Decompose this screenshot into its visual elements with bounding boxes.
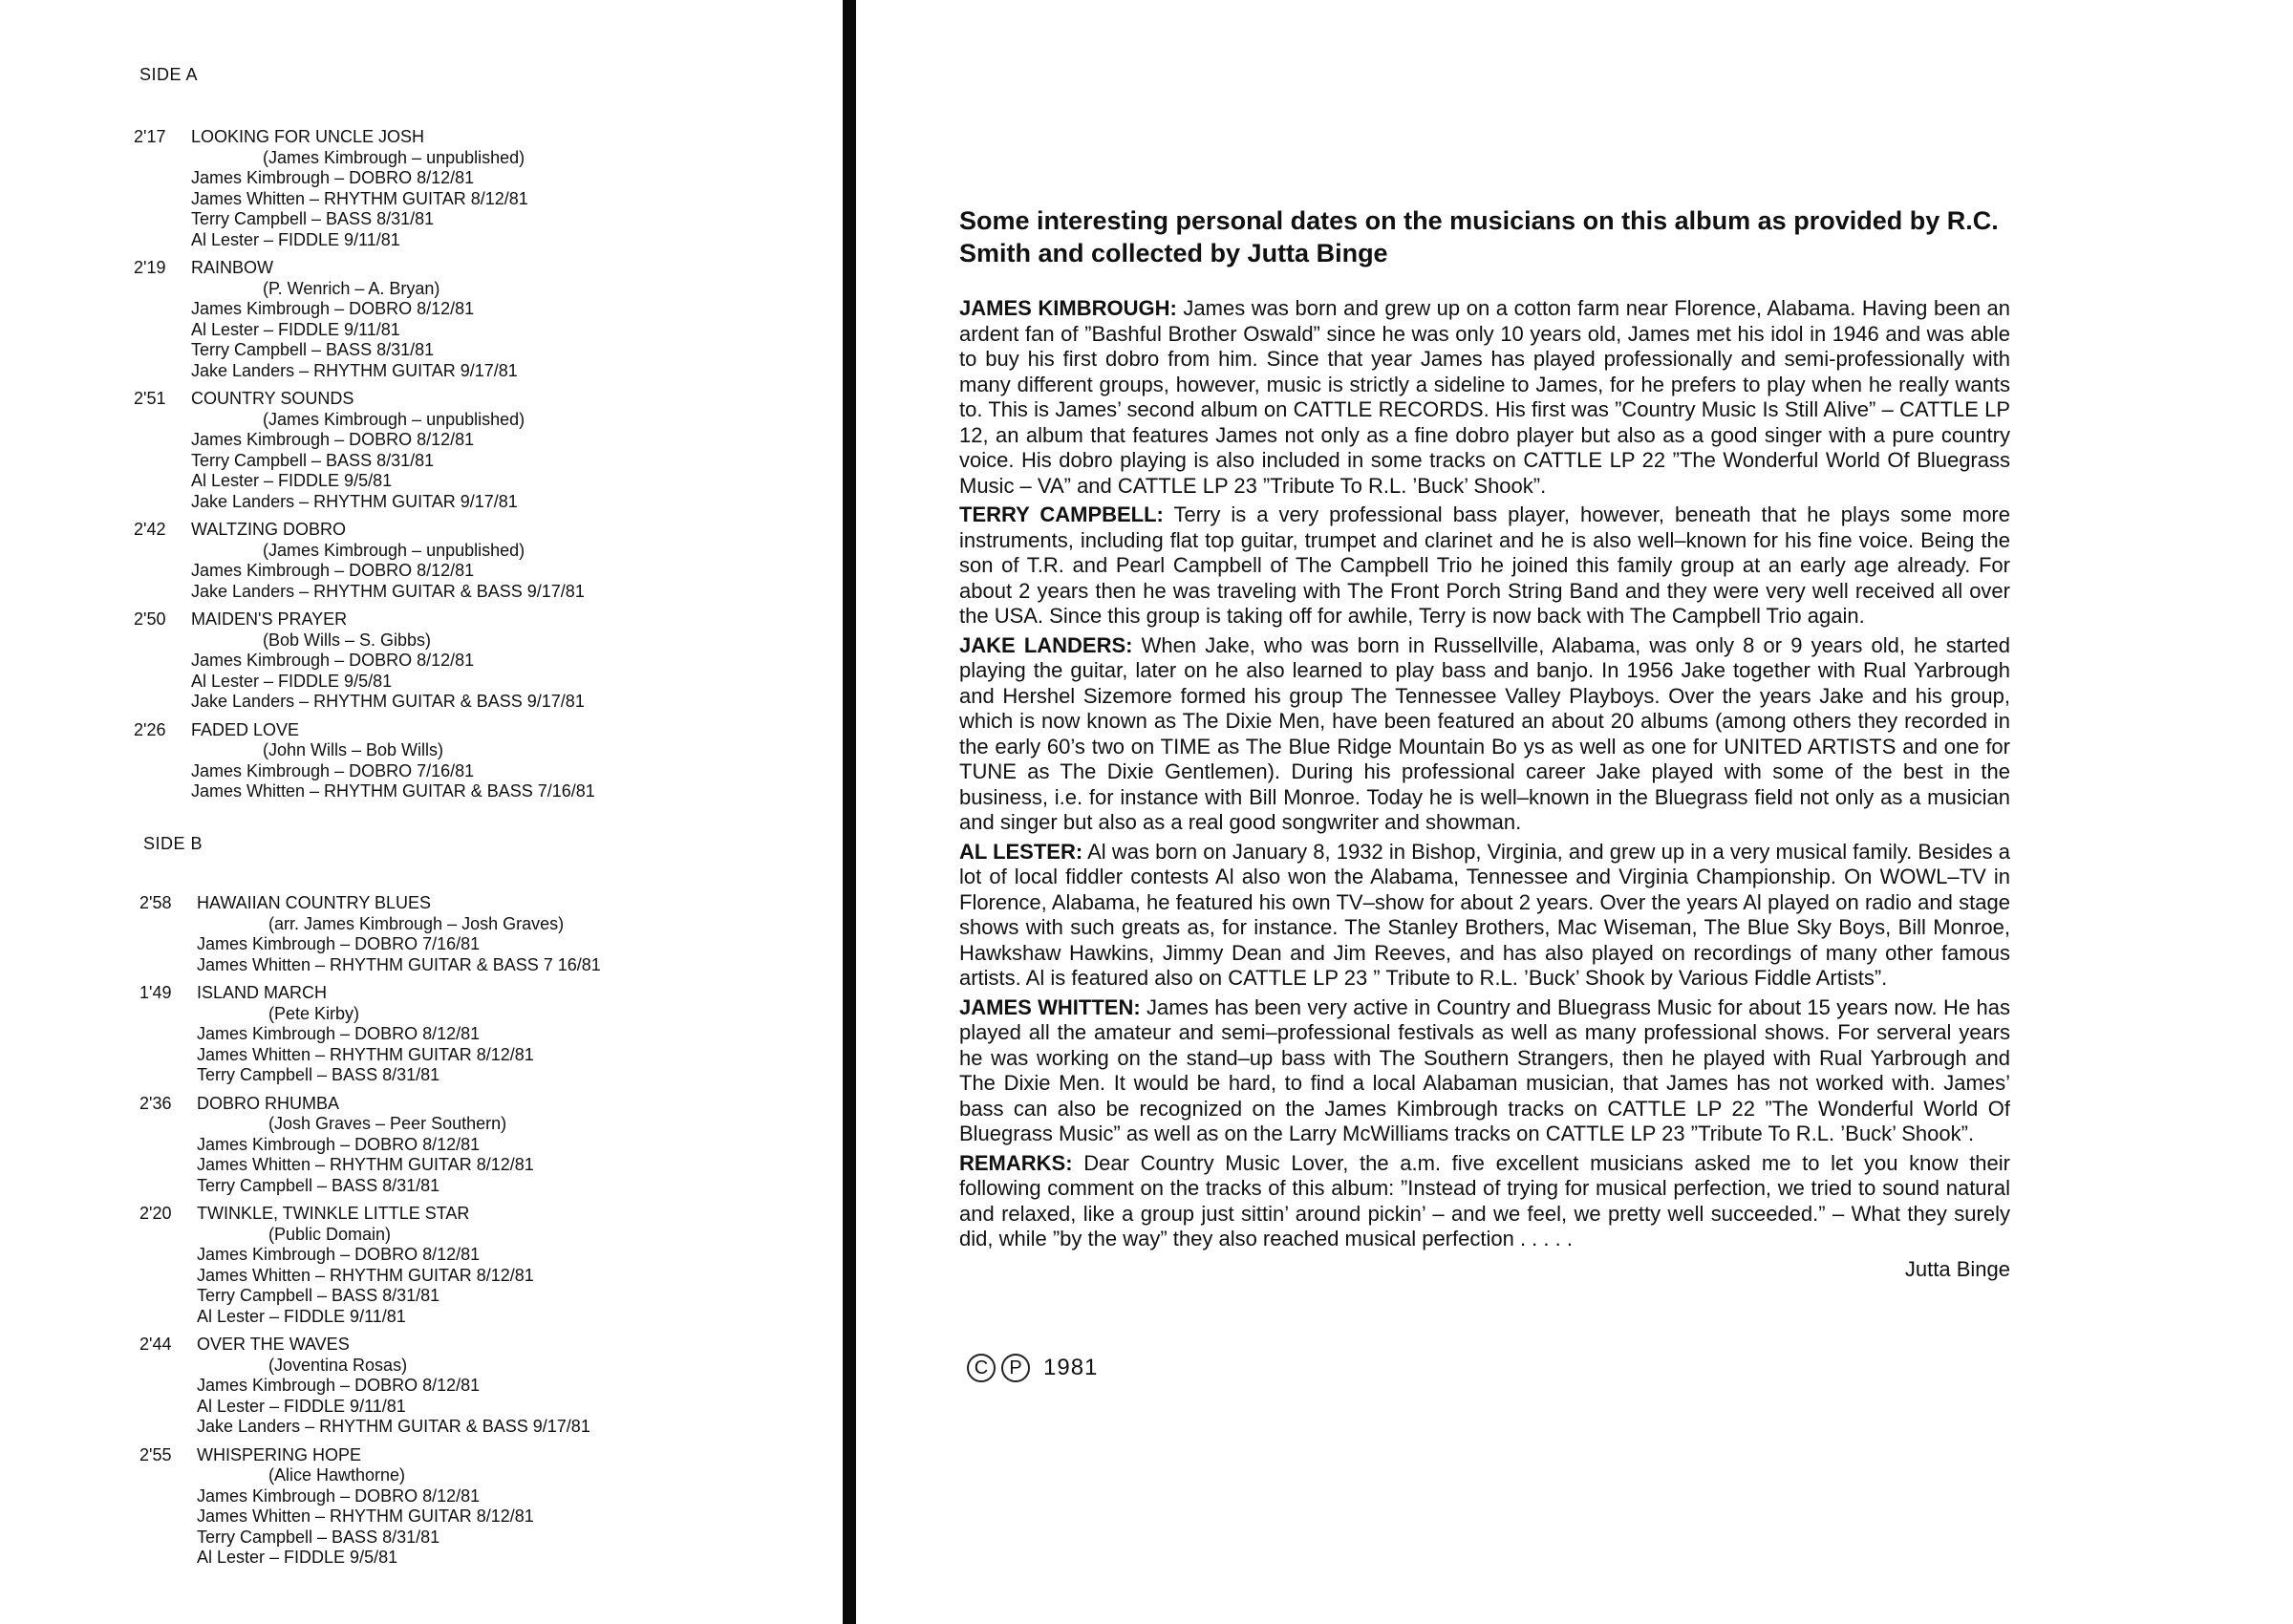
track-title: WHISPERING HOPE <box>197 1444 362 1464</box>
side-a-heading: SIDE A <box>139 65 199 84</box>
musician-line: James Kimbrough – DOBRO 7/16/81 <box>197 934 481 953</box>
track-details <box>197 1335 808 1438</box>
musician-line: Jake Landers – RHYTHM GUITAR & BASS 9/17/81 <box>191 692 585 711</box>
copyright-year: 1981 <box>1043 1355 1099 1380</box>
track-item <box>134 127 803 250</box>
musician-line: Terry Campbell – BASS 8/31/81 <box>197 1175 440 1195</box>
right-page <box>856 0 2293 1624</box>
musician-line: Al Lester – FIDDLE 9/11/81 <box>191 319 400 339</box>
track-duration: 2'58 <box>139 893 172 912</box>
musician-line: Terry Campbell – BASS 8/31/81 <box>191 340 435 359</box>
copyright-notice <box>967 1354 1098 1382</box>
musician-line: James Whitten – RHYTHM GUITAR 8/12/81 <box>197 1265 534 1285</box>
track-duration: 2'42 <box>134 520 166 539</box>
phonogram-icon: P <box>1001 1354 1030 1382</box>
bio-paragraph <box>959 502 2010 630</box>
bio-name: JAKE LANDERS: <box>959 632 1133 657</box>
musician-line: James Kimbrough – DOBRO 8/12/81 <box>191 561 475 580</box>
track-item <box>134 609 803 713</box>
track-title: HAWAIIAN COUNTRY BLUES <box>197 893 432 912</box>
track-item <box>139 1094 808 1197</box>
musician-line: Al Lester – FIDDLE 9/11/81 <box>197 1306 406 1326</box>
bio-text: James has been very active in Country and Bluegrass Music for about 15 years now. He has played all the amateur and semi–professional festivals as well as many professional shows. For serveral years he was working on the stand–up bass with The Southern Strangers, then he played with Rual Yarbrough and The Dixie Men. It would be hard, to find a local Alabaman musician, that James has not worked with. James’ bass can also be recognized on the James Kimbrough tracks on CATTLE LP 22 ”The Wonderful World Of Bluegrass Music” as well as on the Larry McWilliams tracks on CATTLE LP 23 ”Tribute To R.L. ’Buck’ Shook”. <box>959 994 2010 1145</box>
track-details <box>191 609 803 713</box>
left-page <box>0 0 841 1624</box>
bio-text: When Jake, who was born in Russellville, Alabama, was only 8 or 9 years old, he started playing the guitar, later on he also learned to play bass and banjo. In 1956 Jake together with Rual Yarbrough and Hershel Sizemore formed his group The Tennessee Valley Playboys. Over the years Jake and his group, which is now known as The Dixie Men, have been featured an about 20 albums (among others they recorded in the early 60’s two on TIME as The Blue Ridge Mountain Bo ys as well as one for UNITED ARTISTS and one for TUNE as The Dixie Gentlemen). During his professional career Jake played with some of the best in the business, i.e. for instance with Bill Monroe. Today he is well–known in the Bluegrass field not only as a musician and singer but also as a real good songwriter and showman. <box>959 632 2010 834</box>
track-item <box>139 893 808 975</box>
track-composer-credit: (James Kimbrough – unpublished) <box>263 409 525 429</box>
track-title: OVER THE WAVES <box>197 1335 350 1354</box>
track-item <box>134 389 803 512</box>
track-composer-credit: (James Kimbrough – unpublished) <box>263 540 525 560</box>
track-item <box>134 720 803 802</box>
bio-paragraph <box>959 633 2010 836</box>
musician-line: James Kimbrough – DOBRO 8/12/81 <box>197 1024 481 1043</box>
musician-line: Jake Landers – RHYTHM GUITAR & BASS 9/17/81 <box>191 581 585 601</box>
track-title: DOBRO RHUMBA <box>197 1093 340 1113</box>
track-item <box>139 1335 808 1438</box>
bio-paragraph <box>959 840 2010 992</box>
musician-line: Terry Campbell – BASS 8/31/81 <box>197 1065 440 1084</box>
track-duration: 2'26 <box>134 719 166 739</box>
track-composer-credit: (P. Wenrich – A. Bryan) <box>263 278 440 298</box>
track-composer-credit: (Bob Wills – S. Gibbs) <box>263 630 432 650</box>
musician-line: Terry Campbell – BASS 8/31/81 <box>191 209 435 228</box>
track-details <box>197 983 808 1086</box>
track-title: WALTZING DOBRO <box>191 520 346 539</box>
track-details <box>197 1204 808 1327</box>
musician-line: James Whitten – RHYTHM GUITAR 8/12/81 <box>197 1044 534 1064</box>
musician-line: Al Lester – FIDDLE 9/11/81 <box>191 229 400 249</box>
musician-line: James Kimbrough – DOBRO 8/12/81 <box>191 299 475 318</box>
musician-line: Al Lester – FIDDLE 9/5/81 <box>191 471 393 490</box>
bio-paragraph <box>959 296 2010 499</box>
track-duration: 2'19 <box>134 258 166 277</box>
track-duration: 1'49 <box>139 983 172 1002</box>
track-duration: 2'44 <box>139 1335 172 1354</box>
musician-line: Jake Landers – RHYTHM GUITAR 9/17/81 <box>191 491 518 511</box>
bio-name: AL LESTER: <box>959 839 1083 864</box>
track-details <box>191 720 803 802</box>
remarks-paragraph <box>959 1151 2010 1252</box>
musician-line: Terry Campbell – BASS 8/31/81 <box>197 1286 440 1305</box>
musician-line: James Kimbrough – DOBRO 8/12/81 <box>191 430 475 449</box>
musician-line: James Kimbrough – DOBRO 8/12/81 <box>191 168 475 187</box>
track-details <box>191 389 803 512</box>
track-title: LOOKING FOR UNCLE JOSH <box>191 127 425 146</box>
track-title: FADED LOVE <box>191 719 300 739</box>
track-details <box>197 893 808 975</box>
musician-line: Al Lester – FIDDLE 9/5/81 <box>197 1548 398 1567</box>
track-title: MAIDEN'S PRAYER <box>191 609 348 629</box>
track-details <box>191 520 803 602</box>
musician-line: James Kimbrough – DOBRO 8/12/81 <box>197 1485 481 1506</box>
track-item <box>139 1445 808 1569</box>
remarks-label: REMARKS: <box>959 1150 1073 1175</box>
musician-line: James Kimbrough – DOBRO 8/12/81 <box>191 651 475 670</box>
track-title: RAINBOW <box>191 258 274 277</box>
track-details <box>197 1094 808 1197</box>
musician-line: Terry Campbell – BASS 8/31/81 <box>197 1527 440 1547</box>
musician-line: James Kimbrough – DOBRO 8/12/81 <box>197 1134 481 1154</box>
musician-line: James Whitten – RHYTHM GUITAR & BASS 7 16/81 <box>197 954 601 974</box>
track-composer-credit: (Joventina Rosas) <box>268 1355 408 1375</box>
track-duration: 2'50 <box>134 609 166 629</box>
track-composer-credit: (James Kimbrough – unpublished) <box>263 147 525 167</box>
track-details <box>191 258 803 381</box>
track-title: COUNTRY SOUNDS <box>191 389 354 408</box>
copyright-icon: C <box>967 1354 996 1382</box>
track-composer-credit: (John Wills – Bob Wills) <box>263 740 444 759</box>
musician-line: James Kimbrough – DOBRO 8/12/81 <box>197 1245 481 1264</box>
musician-line: James Whitten – RHYTHM GUITAR 8/12/81 <box>191 188 528 208</box>
musician-line: Jake Landers – RHYTHM GUITAR 9/17/81 <box>191 360 518 380</box>
bio-name: TERRY CAMPBELL: <box>959 502 1164 526</box>
track-composer-credit: (arr. James Kimbrough – Josh Graves) <box>268 913 565 933</box>
bio-paragraph <box>959 995 2010 1147</box>
track-composer-credit: (Public Domain) <box>268 1224 392 1244</box>
track-duration: 2'36 <box>139 1093 172 1113</box>
musician-line: Al Lester – FIDDLE 9/11/81 <box>197 1396 406 1416</box>
bio-text: Al was born on January 8, 1932 in Bishop, Virginia, and grew up in a very musical family. Besides a lot of local fiddler contests Al also won the Alabama, Tennessee and Virginia Championship. On WOWL–TV in Florence, Alabama, he featured his own TV–show for about 2 years. Over the years Al played on radio and stage shows with such greats as, for instance. The Stanley Brothers, Mac Wiseman, The Blue Sky Boys, Bill Monroe, Hawkshaw Hawkins, Jimmy Dean and Jim Reeves, and has also played on recordings of many other famous artists. Al is featured also on CATTLE LP 23 ” Tribute to R.L. ’Buck’ Shook by Various Fiddle Artists”. <box>959 839 2010 990</box>
side-b-tracklist <box>139 893 808 1576</box>
track-item <box>139 983 808 1086</box>
notes-title: Some interesting personal dates on the musicians on this album as provided by R.C. Smith and collected by Jutta Binge <box>959 206 1999 267</box>
musician-line: James Kimbrough – DOBRO 8/12/81 <box>197 1376 481 1395</box>
track-title: ISLAND MARCH <box>197 983 328 1002</box>
track-details <box>191 127 803 250</box>
musician-line: James Kimbrough – DOBRO 7/16/81 <box>191 760 475 780</box>
page-spine <box>843 0 856 1624</box>
remarks-text: Dear Country Music Lover, the a.m. five excellent musicians asked me to let you know their following comment on the tracks of this album: ”Instead of trying for musical perfection, we tried to sound natural and relaxed, like a group just sittin’ around pickin’ – and we feel, we pretty well succeeded.” – What they surely did, while ”by the way” they also reached musical perfection . . . . . <box>959 1150 2010 1250</box>
track-composer-credit: (Josh Graves – Peer Southern) <box>268 1114 507 1133</box>
side-b-heading: SIDE B <box>143 834 204 853</box>
musician-line: Terry Campbell – BASS 8/31/81 <box>191 450 435 470</box>
track-title: TWINKLE, TWINKLE LITTLE STAR <box>197 1204 470 1223</box>
track-details <box>197 1445 808 1569</box>
musician-line: James Whitten – RHYTHM GUITAR 8/12/81 <box>197 1506 534 1526</box>
musician-line: James Whitten – RHYTHM GUITAR & BASS 7/16/81 <box>191 781 595 801</box>
track-item <box>139 1204 808 1327</box>
track-duration: 2'55 <box>139 1444 172 1464</box>
side-a-tracklist <box>134 127 803 810</box>
bio-text: James was born and grew up on a cotton farm near Florence, Alabama. Having been an ardent fan of ”Bashful Brother Oswald” since he was only 10 years old, James met his idol in 1946 and was able to buy his first dobro from him. Since that year James has played professionally and semi-professionally with many different groups, however, music is strictly a sideline to James, for he prefers to play when he really wants to. This is James’ second album on CATTLE RECORDS. His first was ”Country Music Is Still Alive” – CATTLE LP 12, an album that features James not only as a fine dobro player but also as a good singer with a pure country voice. His dobro playing is also included in some tracks on CATTLE LP 22 ”The Wonderful World Of Bluegrass Music – VA” and CATTLE LP 23 ”Tribute To R.L. ’Buck’ Shook”. <box>959 296 2010 498</box>
musician-line: Al Lester – FIDDLE 9/5/81 <box>191 671 393 691</box>
track-item <box>134 520 803 602</box>
signature: Jutta Binge <box>1904 1256 2010 1281</box>
track-composer-credit: (Pete Kirby) <box>268 1003 360 1023</box>
track-duration: 2'17 <box>134 127 166 146</box>
bio-name: JAMES WHITTEN: <box>959 994 1141 1019</box>
track-composer-credit: (Alice Hawthorne) <box>268 1465 406 1485</box>
bio-text: Terry is a very professional bass player, however, beneath that he plays some more instruments, including flat top guitar, trumpet and clarinet and he is also well–known for his fine voice. Being the son of T.R. and Pearl Campbell of The Campbell Trio he joined this family group at an early age already. For about 2 years then he was traveling with The Front Porch String Band and they were very well received all over the USA. Since this group is taking off for awhile, Terry is now back with The Campbell Trio again. <box>959 502 2010 628</box>
musician-line: Jake Landers – RHYTHM GUITAR & BASS 9/17/81 <box>197 1417 590 1436</box>
musician-line: James Whitten – RHYTHM GUITAR 8/12/81 <box>197 1155 534 1174</box>
musician-notes <box>959 296 2010 1283</box>
track-item <box>134 258 803 381</box>
bio-name: JAMES KIMBROUGH: <box>959 296 1177 320</box>
track-duration: 2'51 <box>134 389 166 408</box>
track-duration: 2'20 <box>139 1204 172 1223</box>
